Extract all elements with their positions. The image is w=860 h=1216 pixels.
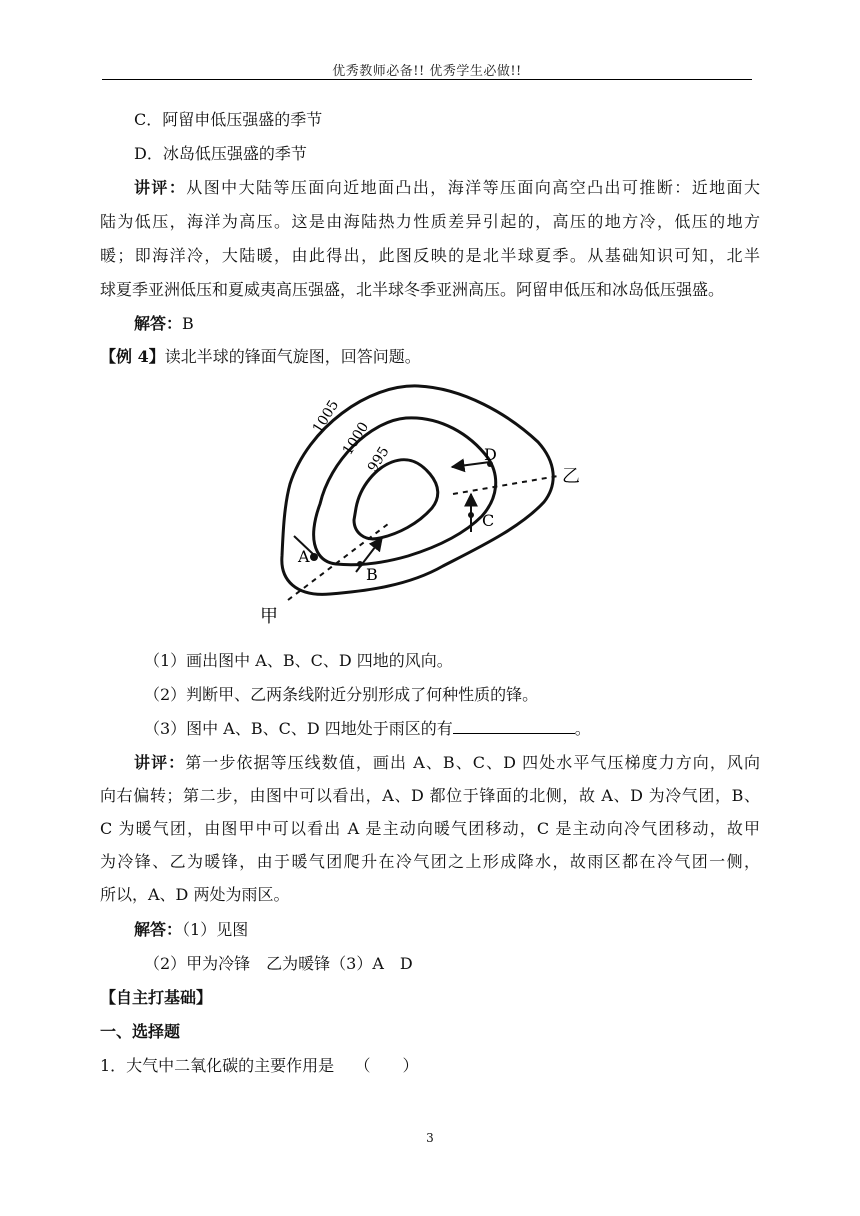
comment-line — [100, 178, 760, 198]
point-a — [310, 553, 318, 561]
point-label-d: D — [484, 445, 497, 464]
answer-line — [100, 920, 760, 940]
question-1: （1）画出图中 A、B、C、D 四地的风向。 — [144, 651, 453, 670]
header-rule — [102, 79, 752, 80]
answer-line: （2）甲为冷锋 乙为暖锋（3）A D — [144, 954, 413, 973]
option-c: C．阿留申低压强盛的季节 — [134, 110, 323, 129]
page-number: 3 — [426, 1131, 434, 1145]
section-heading: 一、选择题 — [100, 1022, 181, 1041]
comment-line: 向右偏转；第二步，由图中可以看出，A、D 都位于锋面的北侧，故 A、D 为冷气团，B、 — [100, 786, 760, 805]
label-yi: 乙 — [562, 466, 580, 487]
isobar-label-1000: 1000 — [339, 419, 373, 459]
comment-line — [100, 753, 760, 773]
point-label-c: C — [482, 511, 495, 530]
answer-line — [100, 314, 760, 334]
point-label-b: B — [366, 565, 378, 584]
section-heading: 【自主打基础】 — [100, 988, 213, 1007]
answer-text: B — [182, 314, 194, 333]
question-3-end: 。 — [574, 719, 591, 738]
question-3 — [100, 719, 760, 739]
comment-line: 所以，A、D 两处为雨区。 — [100, 885, 290, 904]
answer-paren: （ ） — [354, 1056, 419, 1075]
line-yi — [453, 476, 558, 494]
example-prompt: 读北半球的锋面气旋图，回答问题。 — [164, 347, 421, 366]
label-jia: 甲 — [260, 606, 278, 626]
isobar-label-995: 995 — [364, 443, 393, 476]
isobar-inner — [354, 460, 438, 539]
comment-text: 从图中大陆等压面向近地面凸出，海洋等压面向高空凸出可推断：近地面大 — [186, 178, 760, 197]
question-3-text: （3）图中 A、B、C、D 四地处于雨区的有 — [144, 719, 453, 738]
comment-line: 陆为低压，海洋为高压。这是由海陆热力性质差异引起的，高压的地方冷，低压的地方 — [100, 212, 760, 231]
answer-label: 解答： — [134, 920, 183, 939]
comment-line: C 为暖气团，由图甲中可以看出 A 是主动向暖气团移动，C 是主动向冷气团移动，故甲 — [100, 819, 760, 838]
answer-text: （1）见图 — [182, 920, 249, 939]
comment-line: 为冷锋、乙为暖锋，由于暖气团爬升在冷气团之上形成降水，故雨区都在冷气团一侧， — [100, 852, 760, 871]
question-line — [100, 1056, 760, 1076]
comment-line: 暖；即海洋冷，大陆暖，由此得出，此图反映的是北半球夏季。从基础知识可知，北半 — [100, 246, 760, 265]
answer-blank — [453, 719, 575, 734]
page-header: 优秀教师必备!! 优秀学生必做!! — [332, 64, 522, 79]
isobar-label-1005: 1005 — [309, 397, 343, 437]
comment-text: 第一步依据等压线数值，画出 A、B、C、D 四处水平气压梯度力方向，风向 — [185, 753, 760, 772]
example-heading — [100, 347, 760, 367]
answer-label: 解答： — [134, 314, 183, 333]
isobar-middle — [314, 418, 496, 565]
option-d: D．冰岛低压强盛的季节 — [134, 144, 307, 163]
comment-label: 讲评： — [134, 178, 187, 197]
comment-label: 讲评： — [134, 753, 186, 772]
comment-line: 球夏季亚洲低压和夏威夷高压强盛，北半球冬季亚洲高压。阿留申低压和冰岛低压强盛。 — [100, 280, 725, 299]
point-label-a: A — [298, 547, 310, 566]
question-2: （2）判断甲、乙两条线附近分别形成了何种性质的锋。 — [144, 685, 539, 704]
question-text: 1．大气中二氧化碳的主要作用是 — [100, 1056, 335, 1075]
frontal-cyclone-figure — [258, 376, 590, 626]
example-label: 【例 4】 — [100, 347, 165, 366]
